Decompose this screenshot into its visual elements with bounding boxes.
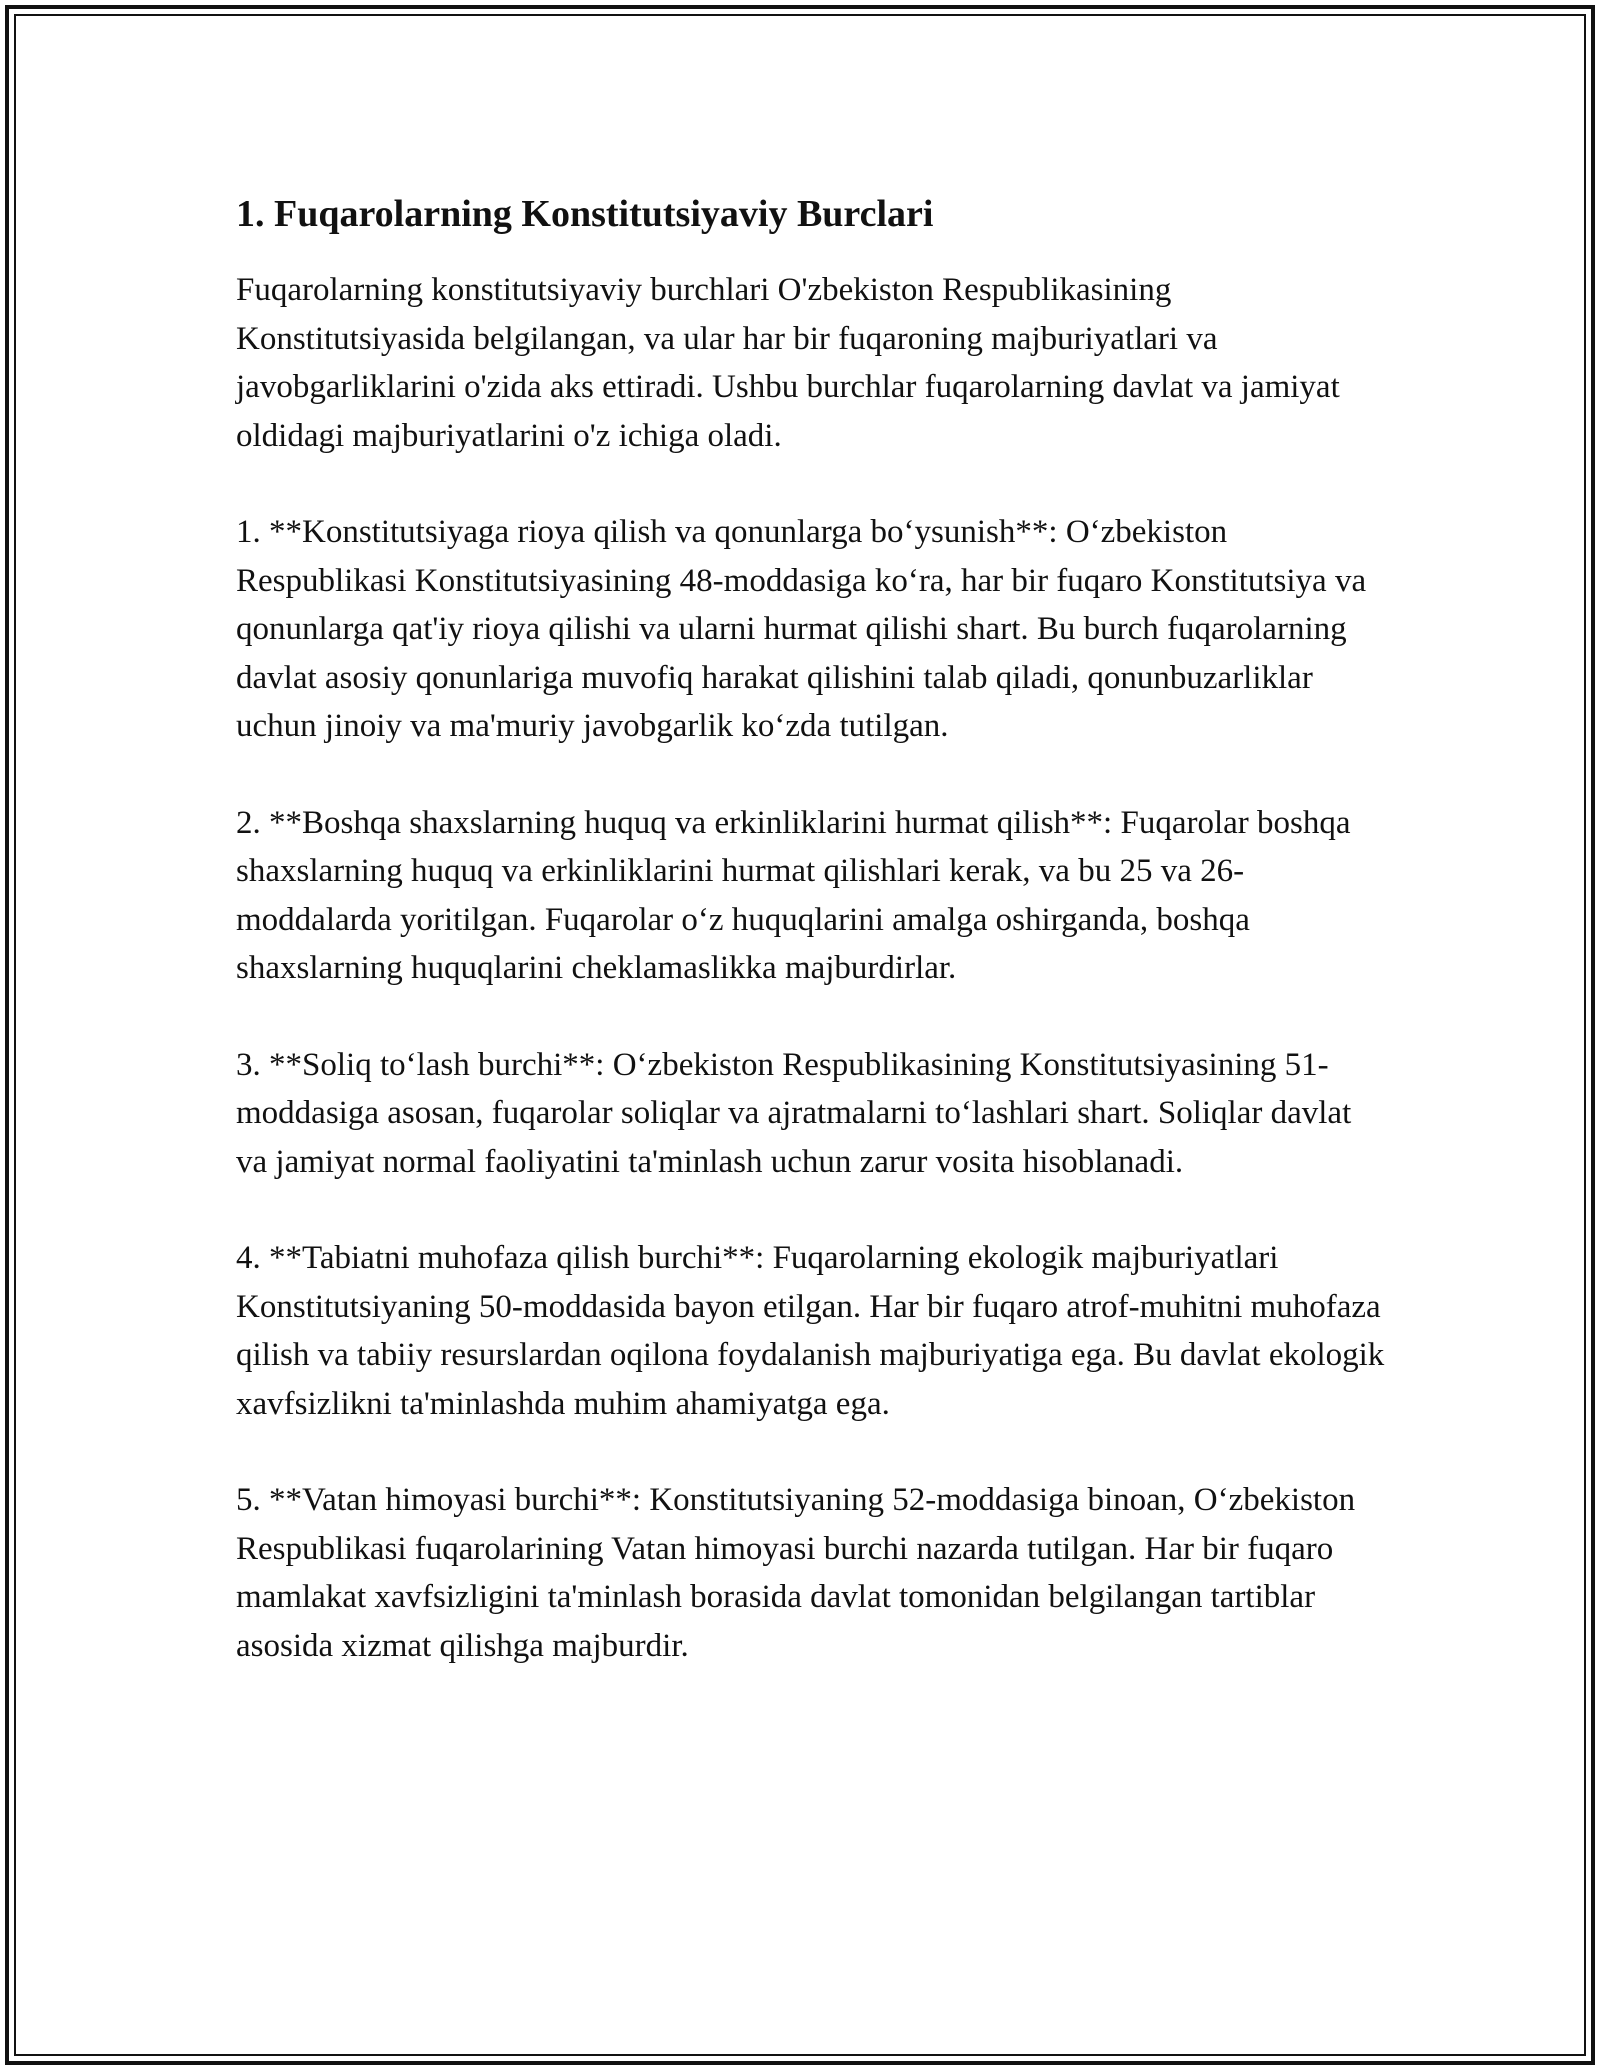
duty-paragraph-4: 4. **Tabiatni muhofaza qilish burchi**: Fuqarolarning ekologik majburiyatlari Konstitutsiyaning 50-moddasida bayon etilgan. Har bir fuqaro atrof-muhitni muhofaza qilish va tabiiy resurslardan oqilona foydalanish majburiyatiga ega. Bu davlat ekologik xavfsizlikni ta'minlashda muhim ahamiyatga ega. <box>236 1240 1385 1422</box>
document-body <box>236 188 1386 1718</box>
duty-paragraph-5: 5. **Vatan himoyasi burchi**: Konstitutsiyaning 52-moddasiga binoan, O‘zbekiston Respublikasi fuqarolarining Vatan himoyasi burchi nazarda tutilgan. Har bir fuqaro mamlakat xavfsizligini ta'minlash borasida davlat tomonidan belgilangan tartiblar asosida xizmat qilishga majburdir. <box>236 1482 1356 1664</box>
duty-paragraph-1: 1. **Konstitutsiyaga rioya qilish va qonunlarga bo‘ysunish**: O‘zbekiston Respublikasi Konstitutsiyasining 48-moddasiga ko‘ra, har bir fuqaro Konstitutsiya va qonunlarga qat'iy rioya qilishi va ularni hurmat qilishi shart. Bu burch fuqarolarning davlat asosiy qonunlariga muvofiq harakat qilishini talab qiladi, qonunbuzarliklar uchun jinoiy va ma'muriy javobgarlik ko‘zda tutilgan. <box>236 514 1367 744</box>
duty-paragraph-2: 2. **Boshqa shaxslarning huquq va erkinliklarini hurmat qilish**: Fuqarolar boshqa shaxslarning huquq va erkinliklarini hurmat qilishlari kerak, va bu 25 va 26-moddalarda yoritilgan. Fuqarolar o‘z huquqlarini amalga oshirganda, boshqa shaxslarning huquqlarini cheklamaslikka majburdirlar. <box>236 804 1351 986</box>
duty-paragraph-3: 3. **Soliq to‘lash burchi**: O‘zbekiston Respublikasining Konstitutsiyasining 51-moddasiga asosan, fuqarolar soliqlar va ajratmalarni to‘lashlari shart. Soliqlar davlat va jamiyat normal faoliyatini ta'minlash uchun zarur vosita hisoblanadi. <box>236 1046 1352 1180</box>
intro-paragraph: Fuqarolarning konstitutsiyaviy burchlari O'zbekiston Respublikasining Konstitutsiyasida belgilangan, va ular har bir fuqaroning majburiyatlari va javobgarliklarini o'zida aks ettiradi. Ushbu burchlar fuqarolarning davlat va jamiyat oldidagi majburiyatlarini o'z ichiga oladi. <box>236 272 1340 454</box>
document-heading: 1. Fuqarolarning Konstitutsiyaviy Burclari <box>236 193 934 235</box>
